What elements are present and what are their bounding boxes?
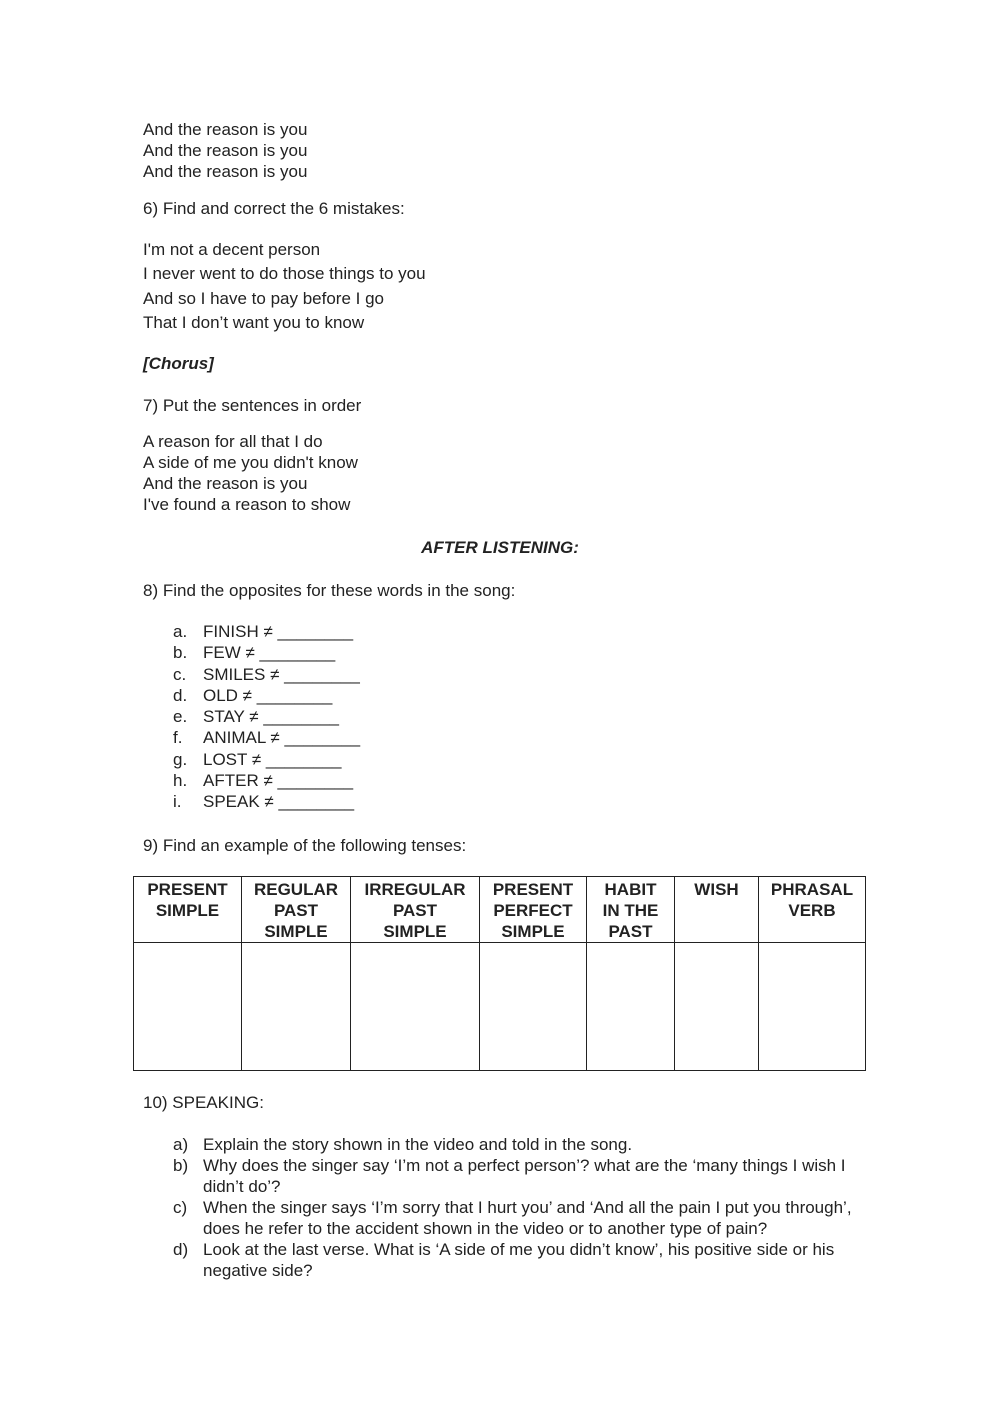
item-marker: a) bbox=[173, 1135, 189, 1154]
q6-line: That I don’t want you to know bbox=[143, 313, 365, 332]
item-text: Explain the story shown in the video and told in the song. bbox=[203, 1135, 633, 1154]
answer-cell[interactable] bbox=[675, 943, 759, 1071]
item-marker: g. bbox=[173, 749, 188, 769]
column-header-wish: WISH bbox=[675, 877, 759, 943]
q7-line: I've found a reason to show bbox=[143, 495, 351, 514]
item-text: SMILES ≠ ________ bbox=[203, 664, 360, 684]
item-marker: c) bbox=[173, 1198, 188, 1217]
q7-line: A side of me you didn't know bbox=[143, 453, 358, 472]
answer-cell[interactable] bbox=[242, 943, 351, 1071]
item-marker: c. bbox=[173, 664, 187, 684]
item-text: Look at the last verse. What is ‘A side of me you didn’t know’, his positive side or his negative side? bbox=[203, 1240, 835, 1280]
list-item bbox=[173, 1239, 873, 1281]
item-marker: f. bbox=[173, 728, 183, 748]
item-text: When the singer says ‘I’m sorry that I hurt you’ and ‘And all the pain I put you through’, does he refer to the accident shown in the video or to another type of pain? bbox=[203, 1198, 852, 1238]
speaking-list bbox=[173, 1134, 873, 1281]
item-text: FINISH ≠ ________ bbox=[203, 622, 354, 641]
item-text: ANIMAL ≠ ________ bbox=[203, 728, 361, 748]
item-marker: i. bbox=[173, 792, 182, 812]
q6-line: I'm not a decent person bbox=[143, 240, 321, 259]
answer-cell[interactable] bbox=[351, 943, 480, 1071]
chorus-label: [Chorus] bbox=[143, 354, 214, 373]
item-text: SPEAK ≠ ________ bbox=[203, 792, 355, 812]
answer-cell[interactable] bbox=[480, 943, 587, 1071]
item-text: LOST ≠ ________ bbox=[203, 749, 342, 769]
item-text: Why does the singer say ‘I’m not a perfect person’? what are the ‘many things I wish I didn’t do’? bbox=[203, 1156, 846, 1196]
q6-line: I never went to do those things to you bbox=[143, 264, 426, 283]
column-header-present-perfect-simple: PRESENT PERFECT SIMPLE bbox=[480, 877, 587, 943]
q6-line: And so I have to pay before I go bbox=[143, 289, 384, 308]
item-marker: b) bbox=[173, 1156, 189, 1175]
answer-cell[interactable] bbox=[134, 943, 242, 1071]
column-header-phrasal-verb: PHRASAL VERB bbox=[759, 877, 866, 943]
item-marker: b. bbox=[173, 643, 188, 663]
table-header-row bbox=[134, 877, 866, 943]
tenses-table bbox=[133, 876, 866, 1071]
column-header-habit-in-the-past: HABIT IN THE PAST bbox=[587, 877, 675, 943]
q10-heading: 10) SPEAKING: bbox=[143, 1093, 264, 1112]
lyric-line: And the reason is you bbox=[143, 162, 308, 181]
item-marker: h. bbox=[173, 771, 188, 791]
item-text: OLD ≠ ________ bbox=[203, 685, 333, 705]
answer-cell[interactable] bbox=[759, 943, 866, 1071]
column-header-regular-past-simple: REGULAR PAST SIMPLE bbox=[242, 877, 351, 943]
item-text: STAY ≠ ________ bbox=[203, 707, 339, 727]
lyric-line: And the reason is you bbox=[143, 120, 308, 139]
item-text: FEW ≠ ________ bbox=[203, 643, 336, 663]
after-listening-title: AFTER LISTENING: bbox=[421, 538, 579, 557]
answer-cell[interactable] bbox=[587, 943, 675, 1071]
list-item bbox=[173, 1155, 873, 1197]
column-header-irregular-past-simple: IRREGULAR PAST SIMPLE bbox=[351, 877, 480, 943]
q7-heading: 7) Put the sentences in order bbox=[143, 396, 362, 415]
table-row bbox=[134, 943, 866, 1071]
q9-heading: 9) Find an example of the following tenses: bbox=[143, 836, 467, 855]
item-text: AFTER ≠ ________ bbox=[203, 771, 354, 791]
q7-line: A reason for all that I do bbox=[143, 432, 323, 451]
q6-heading: 6) Find and correct the 6 mistakes: bbox=[143, 199, 405, 218]
item-marker: e. bbox=[173, 707, 188, 727]
list-item bbox=[173, 1134, 873, 1155]
q7-line: And the reason is you bbox=[143, 474, 308, 493]
lyric-line: And the reason is you bbox=[143, 141, 308, 160]
column-header-present-simple: PRESENT SIMPLE bbox=[134, 877, 242, 943]
item-marker: a. bbox=[173, 622, 188, 641]
q8-heading: 8) Find the opposites for these words in the song: bbox=[143, 581, 516, 600]
list-item bbox=[173, 1197, 873, 1239]
item-marker: d. bbox=[173, 685, 188, 705]
item-marker: d) bbox=[173, 1240, 189, 1259]
